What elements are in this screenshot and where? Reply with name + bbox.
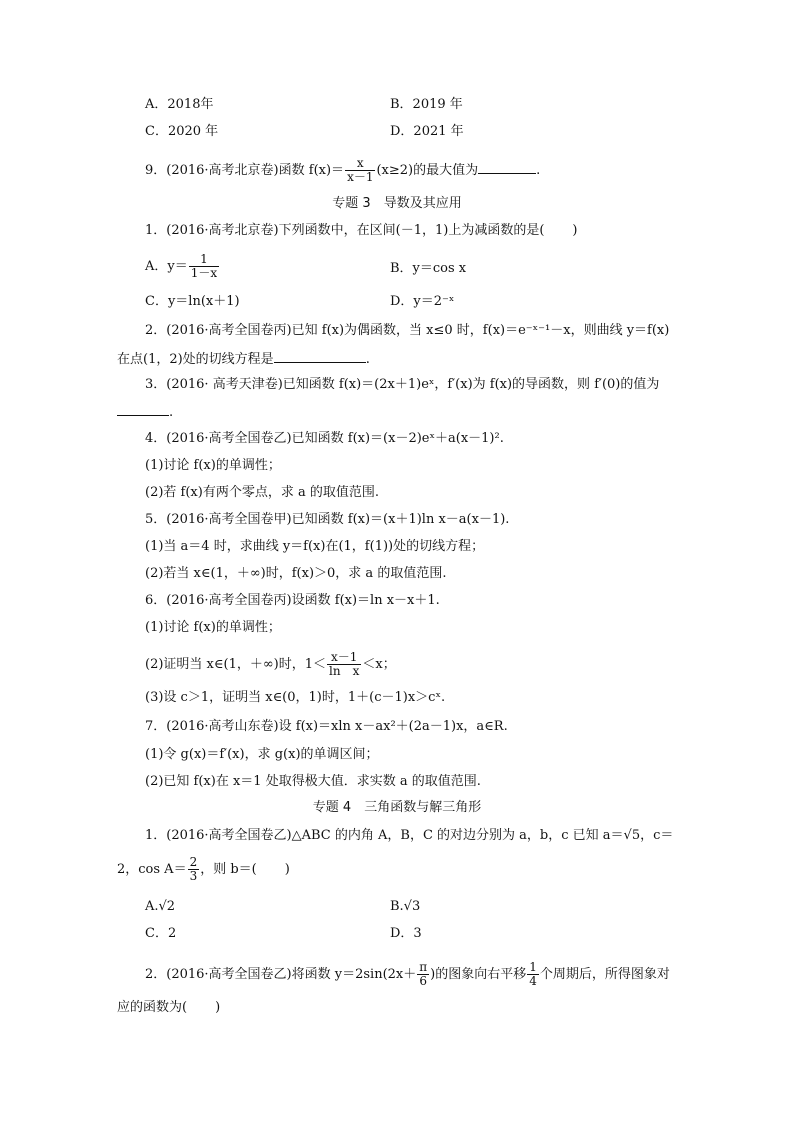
q9-line: 9．(2016·高考北京卷)函数 f(x)＝ $\frac{x}{x-1}$ (x≥2)的最大值为 . [145, 156, 541, 184]
t3q4-part1: (1)讨论 f(x)的单调性； [145, 458, 281, 473]
t4q1-option-b: B.√3 [390, 899, 421, 914]
t4q2-line1: 2．(2016·高考全国卷乙)将函数 y＝2sin(2x＋ $\frac{\pi}{6}$ )的图象向右平移 $\frac{1}{4}$ 个周期后，所得图象对 [145, 960, 670, 988]
t3q1-option-d: D．y＝2⁻ˣ [390, 294, 455, 309]
t3q6-part1: (1)讨论 f(x)的单调性； [145, 620, 281, 635]
t3q4-stem: 4．(2016·高考全国卷乙)已知函数 f(x)＝(x－2)eˣ＋a(x－1)². [145, 431, 504, 446]
answer-blank[interactable] [117, 403, 169, 416]
t3q5-part1: (1)当 a＝4 时，求曲线 y＝f(x)在(1，f(1))处的切线方程； [145, 539, 485, 554]
q8-option-b: B．2019 年 [390, 97, 463, 112]
t4q1-option-c: C．2 [145, 926, 177, 941]
t4q2-line2: 应的函数为( ) [117, 1000, 221, 1015]
t3q1-option-b: B．y＝cos x [390, 261, 467, 276]
t4q1-line1: 1．(2016·高考全国卷乙)△ABC 的内角 A，B，C 的对边分别为 a，b，c 已知 a＝√5，c＝ [145, 828, 674, 843]
t4q1-option-d: D．3 [390, 926, 422, 941]
t3q6-part3: (3)设 c＞1，证明当 x∈(0，1)时，1＋(c－1)x＞cˣ. [145, 690, 446, 705]
t3q7-stem: 7．(2016·高考山东卷)设 f(x)＝xln x－ax²＋(2a－1)x，a∈R. [145, 719, 508, 734]
t3q5-stem: 5．(2016·高考全国卷甲)已知函数 f(x)＝(x＋1)ln x－a(x－1). [145, 512, 510, 527]
t4q1-option-a: A.√2 [145, 899, 176, 914]
t3q1-stem: 1．(2016·高考北京卷)下列函数中，在区间(－1，1)上为减函数的是( ) [145, 223, 578, 238]
t3q7-part2: (2)已知 f(x)在 x＝1 处取得极大值．求实数 a 的取值范围. [145, 774, 481, 789]
t3q2-line1: 2．(2016·高考全国卷丙)已知 f(x)为偶函数，当 x≤0 时，f(x)＝e⁻ˣ⁻¹－x，则曲线 y＝f(x) [145, 323, 670, 338]
topic3-heading: 专题 3 导数及其应用 [332, 196, 462, 211]
t3q2-line2: 在点(1，2)处的切线方程是 . [117, 352, 370, 367]
t3q3-line2: . [117, 403, 173, 422]
t3q6-part2: (2)证明当 x∈(1，＋∞)时，1＜ $\frac{x-1}{\text{ln x}}$ ＜x； [145, 650, 396, 678]
answer-blank[interactable] [478, 161, 536, 174]
answer-blank[interactable] [274, 350, 366, 363]
t3q4-part2: (2)若 f(x)有两个零点，求 a 的取值范围. [145, 485, 379, 500]
t3q7-part1: (1)令 g(x)＝f′(x)，求 g(x)的单调区间； [145, 747, 379, 762]
t3q1-option-c: C．y＝ln(x＋1) [145, 294, 240, 309]
topic4-heading: 专题 4 三角函数与解三角形 [312, 800, 482, 815]
t3q1-option-a: A．y＝ $\frac{1}{1-x}$ [145, 252, 218, 280]
q8-option-d: D．2021 年 [390, 124, 464, 139]
q8-option-a: A．2018年 [145, 97, 214, 112]
t3q6-stem: 6．(2016·高考全国卷丙)设函数 f(x)＝ln x－x＋1. [145, 593, 440, 608]
q9-fraction: $\frac{x}{x-1}$ [347, 156, 374, 184]
t3q5-part2: (2)若当 x∈(1，＋∞)时，f(x)＞0，求 a 的取值范围. [145, 566, 447, 581]
t3q3-line1: 3．(2016· 高考天津卷)已知函数 f(x)＝(2x＋1)eˣ，f′(x)为 f(x)的导函数，则 f′(0)的值为 [145, 377, 660, 392]
t4q1-line2: 2，cos A＝ $\frac{2}{3}$ ，则 b＝( ) [117, 855, 290, 883]
q8-option-c: C．2020 年 [145, 124, 219, 139]
